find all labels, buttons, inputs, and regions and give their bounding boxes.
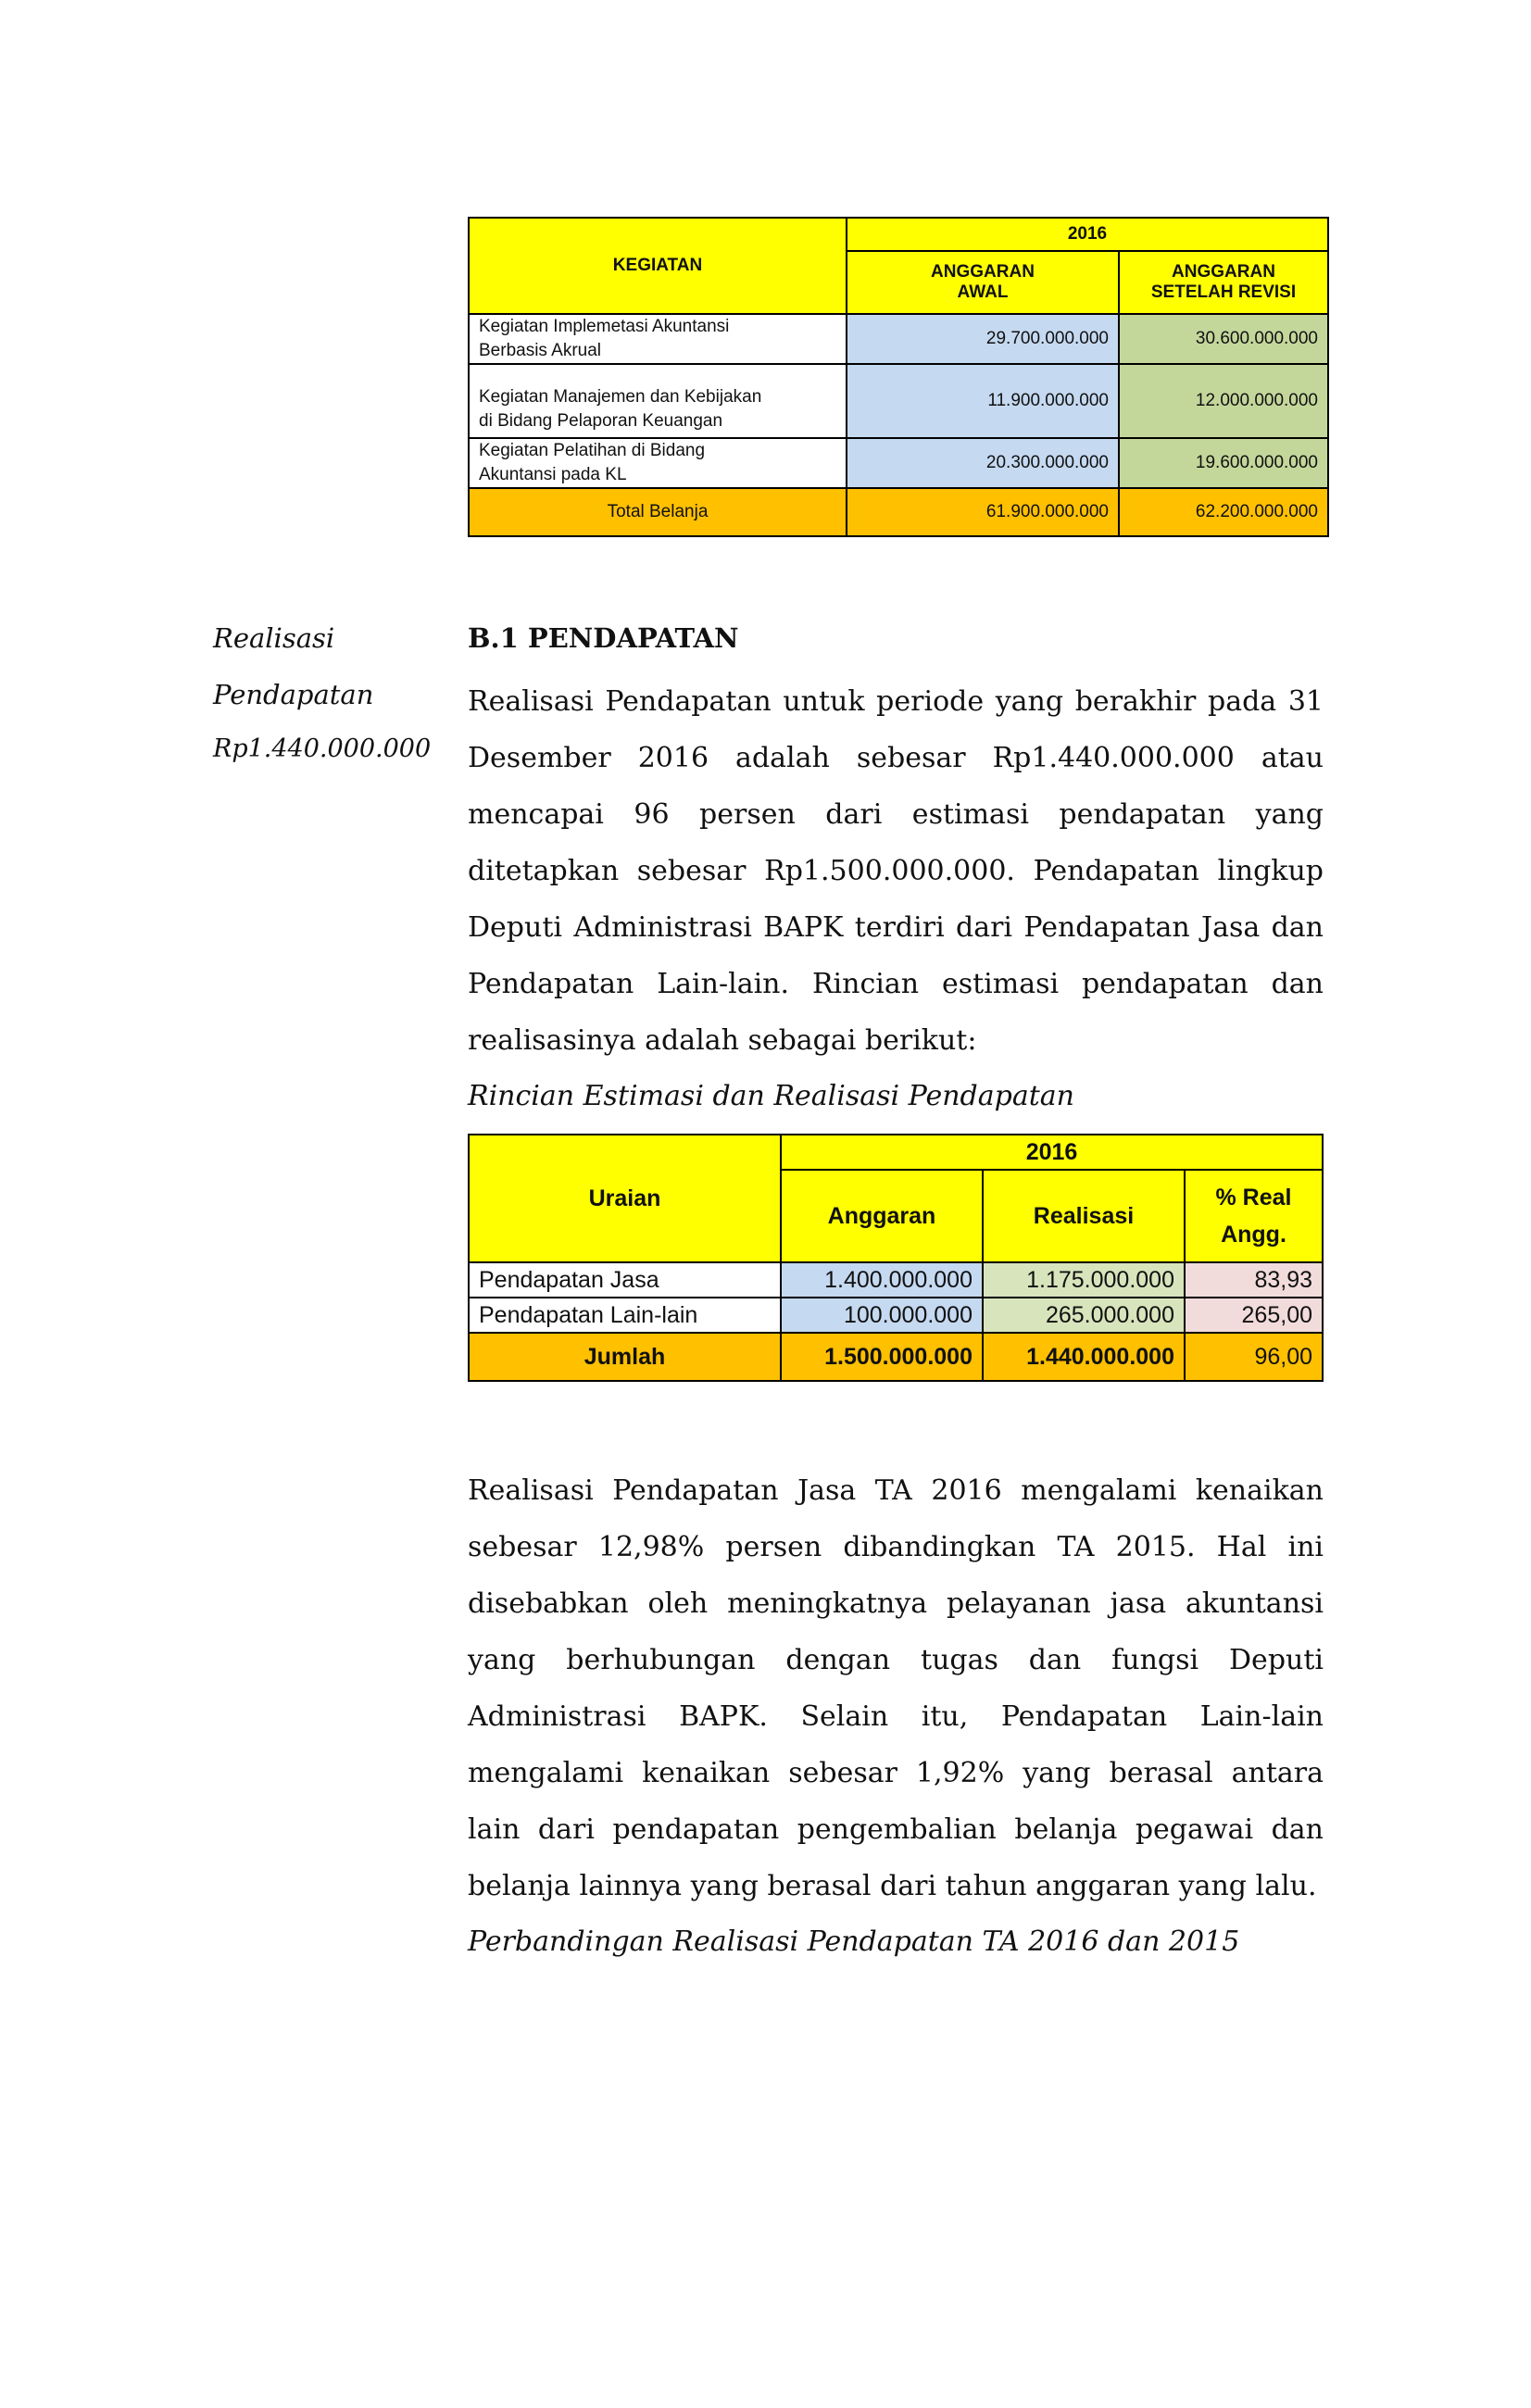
total-pct: 96,00 — [1185, 1333, 1323, 1381]
table-row — [469, 1262, 1323, 1298]
header-anggaran: Anggaran — [781, 1170, 983, 1262]
row-pct: 83,93 — [1185, 1262, 1323, 1298]
row-anggaran: 100.000.000 — [781, 1298, 983, 1333]
budget-table — [468, 217, 1329, 537]
row-revisi: 30.600.000.000 — [1119, 314, 1328, 364]
table-row — [469, 1298, 1323, 1333]
row-pct: 265,00 — [1185, 1298, 1323, 1333]
row-uraian: Pendapatan Lain-lain — [469, 1298, 781, 1333]
total-awal: 61.900.000.000 — [847, 488, 1119, 536]
paragraph-analisis: Realisasi Pendapatan Jasa TA 2016 mengalami kenaikan sebesar 12,98% persen dibandingkan TA 2015. Hal ini disebabkan oleh meningkatnya pelayanan jasa akuntansi yang berhubungan dengan tugas dan fungsi Deputi Administrasi BAPK. Selain itu, Pendapatan Lain-lain mengalami kenaikan sebesar 1,92% yang berasal antara lain dari pendapatan pengembalian belanja pegawai dan belanja lainnya yang berasal dari tahun anggaran yang lalu. — [468, 1474, 1324, 1902]
total-anggaran: 1.500.000.000 — [781, 1333, 983, 1381]
row-revisi: 19.600.000.000 — [1119, 438, 1328, 488]
row-awal: 20.300.000.000 — [847, 438, 1119, 488]
row-revisi: 12.000.000.000 — [1119, 364, 1328, 438]
total-label: Total Belanja — [469, 488, 847, 536]
table-row — [469, 314, 1328, 364]
caption-perbandingan: Perbandingan Realisasi Pendapatan TA 2016 dan 2015 — [468, 1925, 1240, 1958]
table-total-row — [469, 1333, 1323, 1381]
row-label: Kegiatan Implemetasi Akuntansi Berbasis Akrual — [469, 314, 847, 364]
total-label: Jumlah — [469, 1333, 781, 1381]
header-year: 2016 — [781, 1135, 1323, 1170]
row-uraian: Pendapatan Jasa — [469, 1262, 781, 1298]
paragraph-pendapatan: Realisasi Pendapatan untuk periode yang berakhir pada 31 Desember 2016 adalah sebesar Rp1.440.000.000 atau mencapai 96 persen dari estimasi pendapatan yang ditetapkan sebesar Rp1.500.000.000. Pendapatan lingkup Deputi Administrasi BAPK terdiri dari Pendapatan Jasa dan Pendapatan Lain-lain. Rincian estimasi pendapatan dan realisasinya adalah sebagai berikut: — [468, 685, 1324, 1057]
sidebar-label-1: Realisasi — [213, 622, 335, 654]
header-uraian: Uraian — [469, 1135, 781, 1262]
header-realisasi: Realisasi — [983, 1170, 1185, 1262]
row-realisasi: 1.175.000.000 — [983, 1262, 1185, 1298]
sidebar-amount: Rp1.440.000.000 — [213, 734, 432, 763]
header-year: 2016 — [847, 218, 1328, 251]
table-row — [469, 364, 1328, 438]
header-pct: % Real Angg. — [1185, 1170, 1323, 1262]
header-anggaran-revisi: ANGGARAN SETELAH REVISI — [1119, 251, 1328, 314]
row-awal: 29.700.000.000 — [847, 314, 1119, 364]
row-label: Kegiatan Pelatihan di Bidang Akuntansi pada KL — [469, 438, 847, 488]
row-label: Kegiatan Manajemen dan Kebijakan di Bidang Pelaporan Keuangan — [469, 364, 847, 438]
row-realisasi: 265.000.000 — [983, 1298, 1185, 1333]
header-kegiatan: KEGIATAN — [469, 218, 847, 314]
section-heading: B.1 PENDAPATAN — [468, 622, 739, 654]
table-row — [469, 438, 1328, 488]
caption-rincian: Rincian Estimasi dan Realisasi Pendapatan — [468, 1080, 1074, 1112]
total-revisi: 62.200.000.000 — [1119, 488, 1328, 536]
row-anggaran: 1.400.000.000 — [781, 1262, 983, 1298]
revenue-table — [468, 1134, 1324, 1382]
sidebar-label-2: Pendapatan — [213, 679, 374, 710]
header-anggaran-awal: ANGGARAN AWAL — [847, 251, 1119, 314]
row-awal: 11.900.000.000 — [847, 364, 1119, 438]
total-realisasi: 1.440.000.000 — [983, 1333, 1185, 1381]
table-total-row — [469, 488, 1328, 536]
